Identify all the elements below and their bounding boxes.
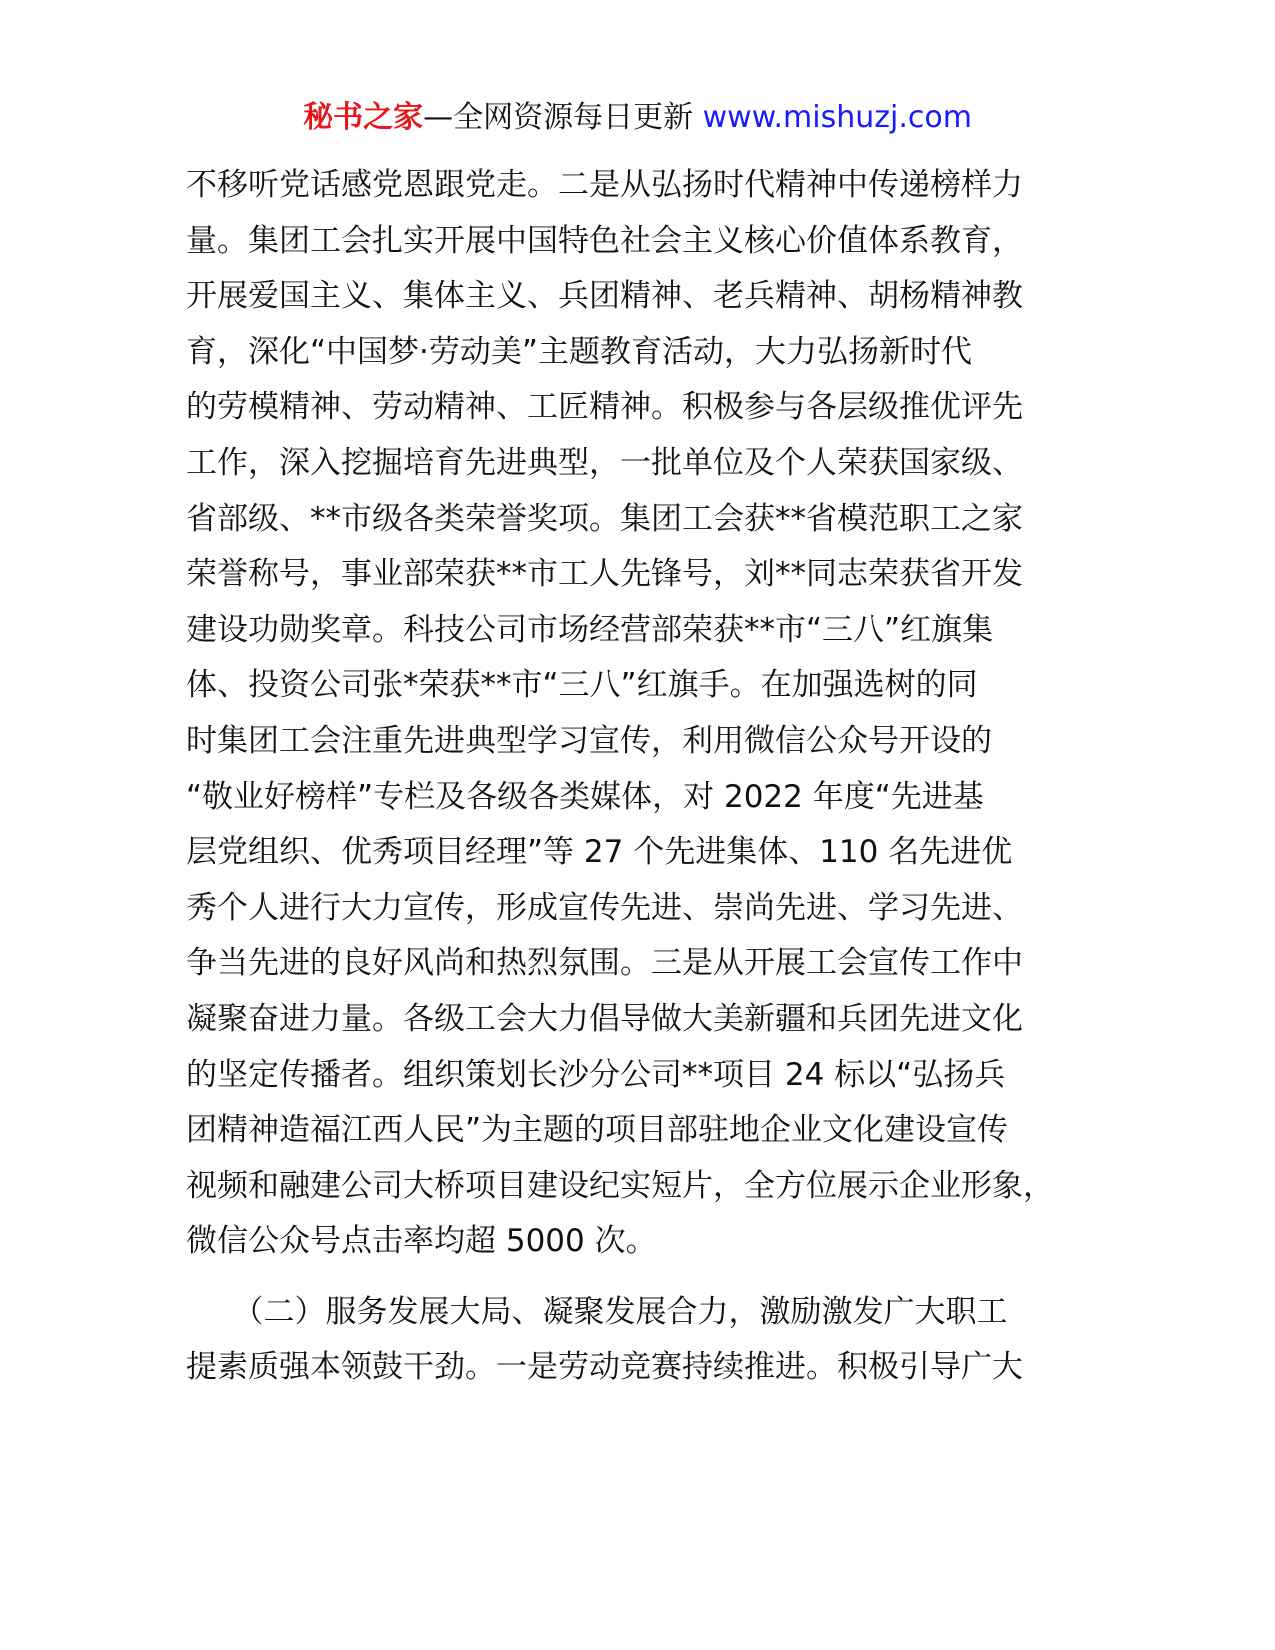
site-url-link[interactable]: www.mishuzj.com — [702, 100, 972, 135]
text-line: 的劳模精神、劳动精神、工匠精神。积极参与各层级推优评先 — [186, 389, 1023, 426]
text-line: 层党组织、优秀项目经理”等 27 个先进集体、110 名先进优 — [186, 834, 1013, 871]
site-brand: 秘书之家 — [303, 100, 424, 135]
text-line: 不移听党话感党恩跟党走。二是从弘扬时代精神中传递榜样力 — [186, 167, 1023, 203]
site-header — [0, 98, 1275, 138]
paragraph-1 — [186, 158, 1086, 1270]
text-line: 建设功勋奖章。科技公司市场经营部荣获**市“三八”红旗集 — [186, 611, 994, 648]
text-line: “敬业好榜样”专栏及各级各类媒体，对 2022 年度“先进基 — [186, 778, 984, 815]
text-line: 微信公众号点击率均超 5000 次。 — [186, 1223, 657, 1260]
text-line: 争当先进的良好风尚和热烈氛围。三是从开展工会宣传工作中 — [186, 945, 1023, 982]
text-line: 视频和融建公司大桥项目建设纪实短片，全方位展示企业形象， — [186, 1167, 1054, 1204]
document-body — [186, 158, 1086, 1396]
site-tagline: —全网资源每日更新 — [423, 100, 694, 135]
text-line: 省部级、**市级各类荣誉奖项。集团工会获**省模范职工之家 — [186, 500, 1023, 537]
text-line: 荣誉称号，事业部荣获**市工人先锋号，刘**同志荣获省开发 — [186, 556, 1023, 593]
text-line: 工作，深入挖掘培育先进典型，一批单位及个人荣获国家级、 — [186, 444, 1023, 481]
text-line: 提素质强本领鼓干劲。一是劳动竞赛持续推进。积极引导广大 — [186, 1349, 1023, 1386]
text-line: 时集团工会注重先进典型学习宣传，利用微信公众号开设的 — [186, 722, 992, 759]
paragraph-2 — [186, 1285, 1086, 1396]
text-line: （二）服务发展大局、凝聚发展合力，激励激发广大职工 — [186, 1293, 1008, 1330]
text-line: 凝聚奋进力量。各级工会大力倡导做大美新疆和兵团先进文化 — [186, 1000, 1023, 1037]
text-line: 秀个人进行大力宣传，形成宣传先进、崇尚先进、学习先进、 — [186, 889, 1023, 926]
text-line: 开展爱国主义、集体主义、兵团精神、老兵精神、胡杨精神教 — [186, 278, 1023, 315]
text-line: 的坚定传播者。组织策划长沙分公司**项目 24 标以“弘扬兵 — [186, 1056, 1006, 1093]
text-line: 量。集团工会扎实开展中国特色社会主义核心价值体系教育， — [186, 222, 1023, 259]
text-line: 体、投资公司张*荣获**市“三八”红旗手。在加强选树的同 — [186, 667, 978, 704]
text-line: 团精神造福江西人民”为主题的项目部驻地企业文化建设宣传 — [186, 1112, 1009, 1149]
text-line: 育，深化“中国梦·劳动美”主题教育活动，大力弘扬新时代 — [186, 333, 972, 370]
